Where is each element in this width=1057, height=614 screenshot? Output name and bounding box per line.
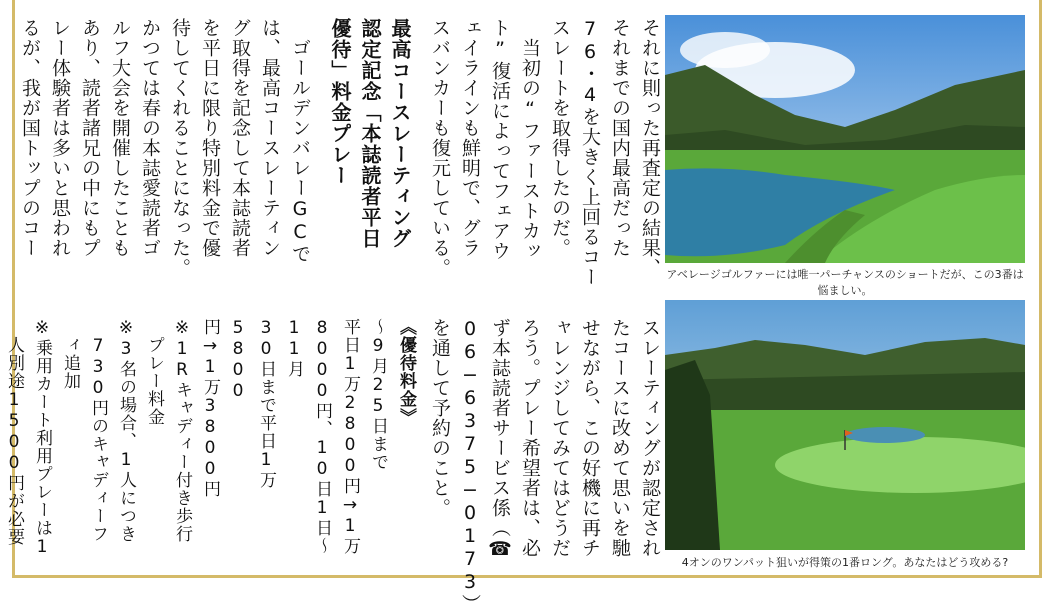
note-line: 人別途1500円が必要 xyxy=(4,318,24,546)
text-line: ゴールデンバレーGCで xyxy=(289,18,311,264)
rate-line: 〜9月25日まで xyxy=(368,318,388,471)
text-line: ャレンジしてみてはどうだ xyxy=(549,318,571,558)
note-line: ※3名の場合、1人につき xyxy=(116,318,136,543)
rate-line: 平日1万2800円→1万 xyxy=(340,318,360,555)
text-line: あり、読者諸兄の中にもプ xyxy=(79,18,101,258)
text-line: 待してくれることになった。 xyxy=(169,18,191,278)
text-line: グ取得を記念して本誌読者 xyxy=(229,18,251,258)
rate-line: 8000円、10日1日〜11月 xyxy=(284,318,332,555)
text-line: 06−6375−0173） xyxy=(459,318,481,614)
text-line: ェイラインも鮮明で、グラ xyxy=(459,18,481,258)
photo-caption-top: アベレージゴルファーには唯一パーチャンスのショートだが、この3番は悩ましい。 xyxy=(666,268,1024,297)
note-line: プレー料金 xyxy=(144,318,164,426)
rate-line: 30日まで平日1万5800 xyxy=(228,318,276,489)
lake-hole-illustration xyxy=(665,15,1025,263)
photo-caption-bottom: 4オンのワンパット狙いが得策の1番ロング。あなたはどう攻める? xyxy=(681,556,1009,569)
text-line: スバンカーも復元している。 xyxy=(429,18,451,278)
text-line: 76・4を大きく上回るコー xyxy=(579,18,601,287)
text-line: るが、我が国トップのコー xyxy=(19,18,41,258)
text-line: ろう。プレー希望者は、必 xyxy=(519,318,541,558)
text-line: ト”復活によってフェアウ xyxy=(489,18,511,261)
text-line: かつては春の本誌愛読者ゴ xyxy=(139,18,161,258)
long-hole-illustration xyxy=(665,300,1025,550)
text-line: スレートを取得したのだ。 xyxy=(549,18,571,258)
golf-photo-hole-1 xyxy=(665,300,1025,550)
heading-line: 最高コースレーティング xyxy=(388,18,412,249)
text-line: 当初の“ファーストカッ xyxy=(519,18,541,261)
rate-line: 円→1万3800円 xyxy=(200,318,220,498)
text-line: たコースに改めて思いを馳 xyxy=(609,318,631,558)
rates-box xyxy=(4,318,420,568)
text-line: スレーティングが認定され xyxy=(639,318,661,558)
body-text-bottom-right xyxy=(420,318,665,614)
heading-line: 優待」料金プレー xyxy=(328,18,352,186)
text-line: それまでの国内最高だった xyxy=(609,18,631,258)
note-line: ※1Rキャディー付き歩行 xyxy=(172,318,192,543)
text-line: は、最高コースレーティン xyxy=(259,18,281,258)
text-line: レー体験者は多いと思われ xyxy=(49,18,71,258)
text-line: を通して予約のこと。 xyxy=(429,318,451,518)
note-line: ※乗用カート利用プレーは1 xyxy=(32,318,52,558)
note-line: 730円のキャディーフ xyxy=(88,318,108,543)
magazine-page xyxy=(4,0,1042,614)
text-line: ず本誌読者サービス係（☎ xyxy=(489,318,511,561)
rates-title: 《優待料金》 xyxy=(396,318,416,426)
heading-line: 認定記念「本誌読者平日 xyxy=(358,18,382,249)
text-line: ルフ大会を開催したことも xyxy=(109,18,131,258)
note-line: ィ追加 xyxy=(60,318,80,390)
text-line: せながら、この好機に再チ xyxy=(579,318,601,558)
golf-photo-hole-3 xyxy=(665,15,1025,263)
text-line: を平日に限り特別料金で優 xyxy=(199,18,221,258)
text-line: それに則った再査定の結果、 xyxy=(639,18,661,278)
